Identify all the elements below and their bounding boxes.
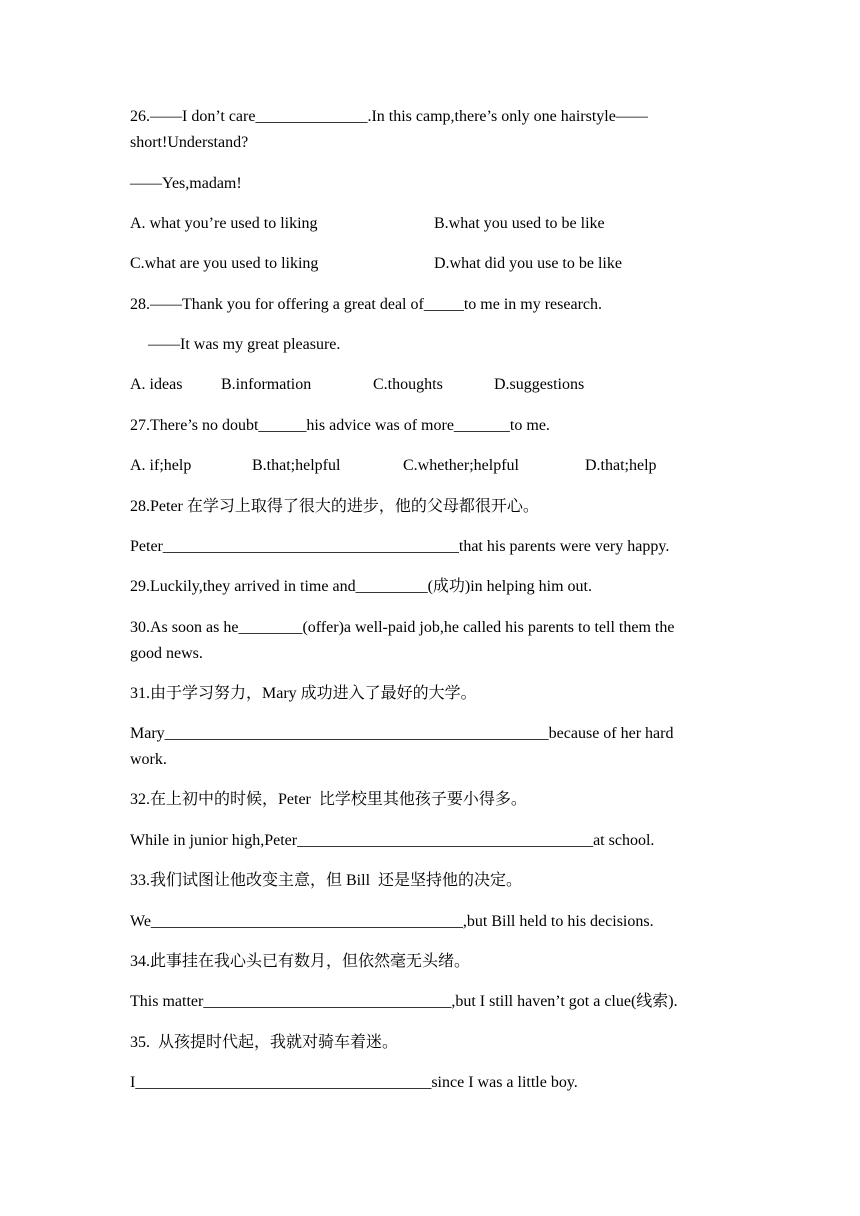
question-28b-prompt: 28.Peter 在学习上取得了很大的进步，他的父母都很开心。	[130, 498, 539, 515]
question-28a-reply: ——It was my great pleasure.	[148, 336, 341, 353]
question-28a-option-c: C.thoughts	[373, 376, 443, 393]
question-26-line-2: short!Understand?	[130, 134, 249, 151]
question-33-answer: We_______________________________________,but Bill held to his decisions.	[130, 913, 654, 930]
question-28b-answer: Peter_____________________________________that his parents were very happy.	[130, 538, 670, 555]
question-26-option-d: D.what did you use to be like	[434, 255, 622, 272]
question-27-option-a: A. if;help	[130, 457, 192, 474]
question-35-answer: I_____________________________________since I was a little boy.	[130, 1074, 578, 1091]
question-28a-line-1: 28.——Thank you for offering a great deal of_____to me in my research.	[130, 296, 602, 313]
question-30-line-2: good news.	[130, 645, 203, 662]
question-31-answer-line-1: Mary________________________________________________because of her hard	[130, 725, 674, 742]
question-32-answer: While in junior high,Peter_____________________________________at school.	[130, 832, 655, 849]
question-33-prompt: 33.我们试图让他改变主意，但 Bill 还是坚持他的决定。	[130, 872, 523, 889]
question-34-prompt: 34.此事挂在我心头已有数月，但依然毫无头绪。	[130, 953, 471, 970]
question-26-option-b: B.what you used to be like	[434, 215, 605, 232]
question-27-option-c: C.whether;helpful	[403, 457, 519, 474]
question-29-line-1: 29.Luckily,they arrived in time and_________(成功)in helping him out.	[130, 578, 592, 595]
question-28a-option-b: B.information	[221, 376, 312, 393]
question-27-option-b: B.that;helpful	[252, 457, 341, 474]
question-30-line-1: 30.As soon as he________(offer)a well-paid job,he called his parents to tell them the	[130, 619, 675, 636]
question-26-option-a: A. what you’re used to liking	[130, 215, 318, 232]
question-31-answer-line-2: work.	[130, 751, 167, 768]
question-32-prompt: 32.在上初中的时候，Peter 比学校里其他孩子要小得多。	[130, 791, 527, 808]
question-26-line-1: 26.——I don’t care______________.In this camp,there’s only one hairstyle——	[130, 108, 648, 125]
question-35-prompt: 35. 从孩提时代起，我就对骑车着迷。	[130, 1034, 399, 1051]
question-27-line-1: 27.There’s no doubt______his advice was of more_______to me.	[130, 417, 550, 434]
question-28a-option-a: A. ideas	[130, 376, 183, 393]
question-26-reply: ——Yes,madam!	[130, 175, 242, 192]
question-34-answer: This matter_______________________________,but I still haven’t got a clue(线索).	[130, 993, 678, 1010]
question-31-prompt: 31.由于学习努力，Mary 成功进入了最好的大学。	[130, 685, 477, 702]
question-28a-option-d: D.suggestions	[494, 376, 585, 393]
question-26-option-c: C.what are you used to liking	[130, 255, 319, 272]
question-27-option-d: D.that;help	[585, 457, 657, 474]
